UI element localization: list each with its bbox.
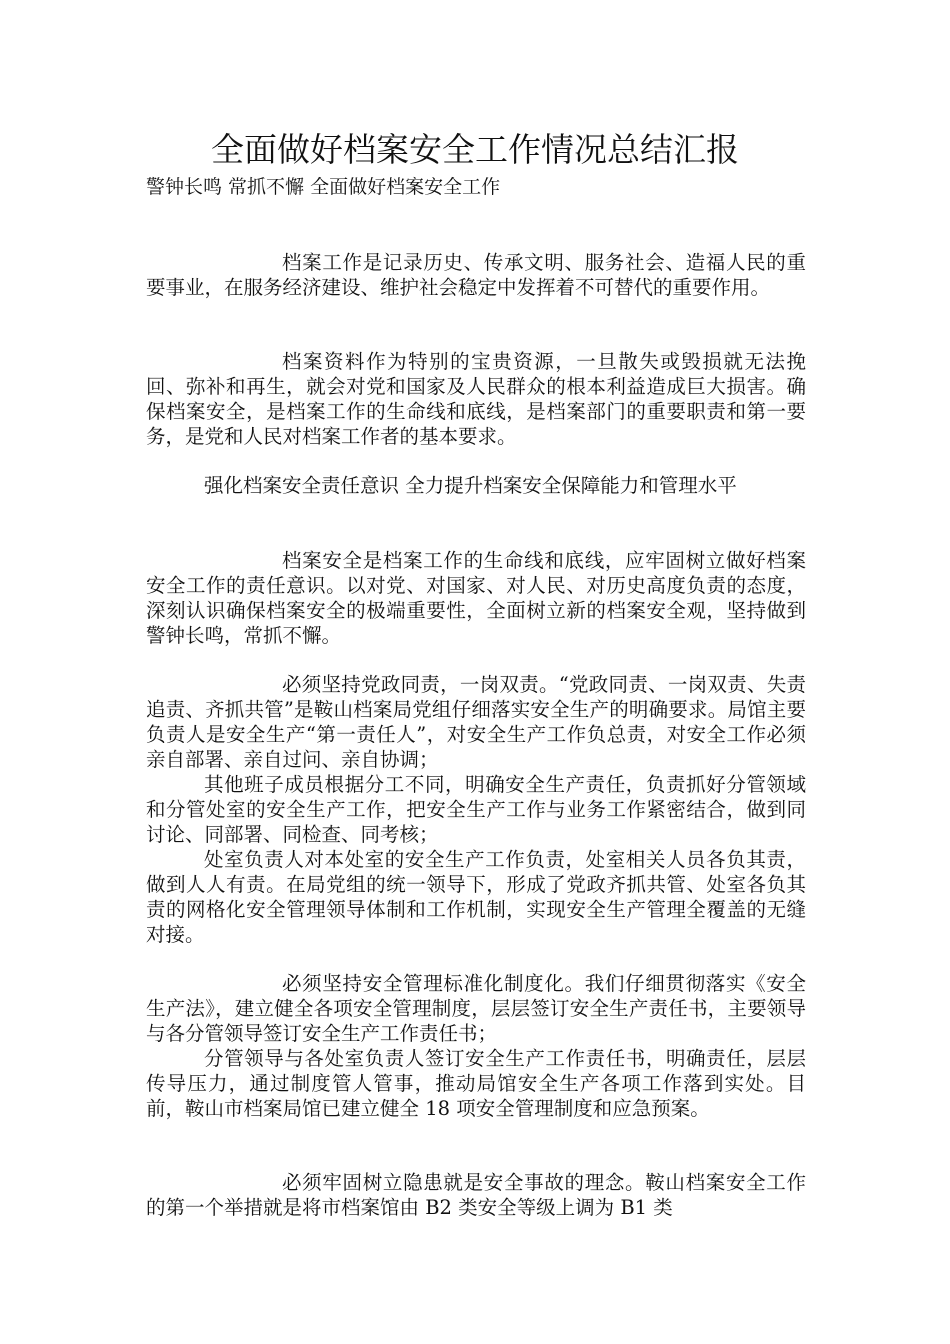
paragraph-6: 处室负责人对本处室的安全生产工作负责，处室相关人员各负其责，做到人人有责。在局党组的统一领导下，形成了党政齐抓共管、处室各负其责的网格化安全管理领导体制和工作机制，实现安全生产管理全覆盖的无缝对接。 (146, 848, 806, 946)
paragraph-4: 必须坚持党政同责，一岗双责。“党政同责、一岗双责、失责追责、齐抓共管”是鞍山档案局党组仔细落实安全生产的明确要求。局馆主要负责人是安全生产“第一责任人”，对安全生产工作负总责，对安全工作必须亲自部署、亲自过问、亲自协调； (146, 673, 806, 771)
section-heading: 强化档案安全责任意识 全力提升档案安全保障能力和管理水平 (204, 474, 737, 497)
paragraph-2: 档案资料作为特别的宝贵资源，一旦散失或毁损就无法挽回、弥补和再生，就会对党和国家及人民群众的根本利益造成巨大损害。确保档案安全，是档案工作的生命线和底线，是档案部门的重要职责和第一要务，是党和人民对档案工作者的基本要求。 (146, 350, 806, 448)
paragraph-5: 其他班子成员根据分工不同，明确安全生产责任，负责抓好分管领域和分管处室的安全生产工作，把安全生产工作与业务工作紧密结合，做到同讨论、同部署、同检查、同考核； (146, 773, 806, 846)
paragraph-7: 必须坚持安全管理标准化制度化。我们仔细贯彻落实《安全生产法》，建立健全各项安全管理制度，层层签订安全生产责任书，主要领导与各分管领导签订安全生产工作责任书； (146, 972, 806, 1045)
paragraph-9: 必须牢固树立隐患就是安全事故的理念。鞍山档案安全工作的第一个举措就是将市档案馆由 B2 类安全等级上调为 B1 类 (146, 1171, 806, 1219)
paragraph-1: 档案工作是记录历史、传承文明、服务社会、造福人民的重要事业，在服务经济建设、维护社会稳定中发挥着不可替代的重要作用。 (146, 251, 806, 299)
paragraph-3: 档案安全是档案工作的生命线和底线，应牢固树立做好档案安全工作的责任意识。以对党、对国家、对人民、对历史高度负责的态度，深刻认识确保档案安全的极端重要性，全面树立新的档案安全观，坚持做到警钟长鸣，常抓不懈。 (146, 549, 806, 647)
document-title: 全面做好档案安全工作情况总结汇报 (211, 130, 739, 169)
document-subtitle: 警钟长鸣 常抓不懈 全面做好档案安全工作 (146, 176, 501, 198)
paragraph-8: 分管领导与各处室负责人签订安全生产工作责任书，明确责任，层层传导压力，通过制度管人管事，推动局馆安全生产各项工作落到实处。目前，鞍山市档案局馆已建立健全 18 项安全管理制度和应急预案。 (146, 1047, 806, 1120)
